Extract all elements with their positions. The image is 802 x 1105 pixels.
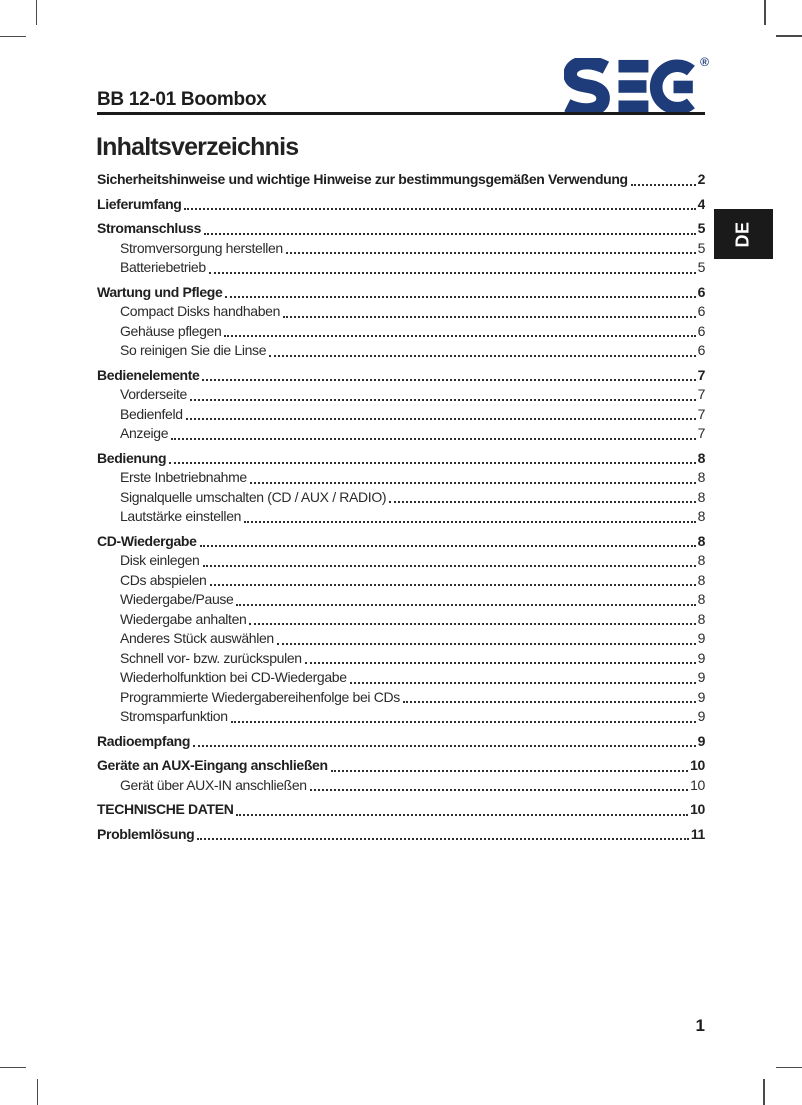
toc-entry-label: Anderes Stück auswählen — [120, 630, 274, 646]
crop-mark — [776, 1067, 802, 1069]
dot-leader — [210, 584, 696, 586]
toc-entry-label: So reinigen Sie die Linse — [120, 342, 267, 358]
dot-leader — [204, 233, 696, 235]
toc-entry-page: 11 — [690, 825, 705, 842]
toc-entry-page: 9 — [697, 669, 705, 685]
dot-leader — [286, 252, 696, 254]
toc-entry-page: 8 — [697, 571, 705, 588]
toc-entry-label: Stromversorgung herstellen — [120, 239, 283, 256]
toc-entry-page: 9 — [697, 688, 705, 705]
toc-entry — [97, 551, 705, 571]
dot-leader — [171, 438, 695, 440]
toc-entry-page: 5 — [697, 239, 705, 256]
toc-entry — [97, 756, 705, 776]
dot-leader — [350, 682, 696, 684]
toc-entry-page: 8 — [697, 591, 705, 607]
toc-entry — [97, 341, 705, 361]
toc-entry-label: Compact Disks handhaben — [120, 303, 281, 319]
toc-entry-label: Problemlösung — [97, 825, 195, 842]
toc-entry-label: Anzeige — [120, 425, 169, 441]
dot-leader — [236, 604, 695, 606]
crop-mark — [36, 0, 38, 25]
dot-leader — [225, 296, 695, 298]
toc-entry — [97, 825, 705, 845]
toc-entry — [97, 239, 705, 259]
dot-leader — [190, 399, 696, 401]
seg-logo — [564, 55, 709, 115]
toc-entry — [97, 170, 705, 190]
page-title: Inhaltsverzeichnis — [96, 133, 299, 161]
toc-entry-label: Schnell vor- bzw. zurückspulen — [120, 649, 302, 666]
toc-entry-page: 9 — [697, 732, 705, 749]
toc-entry — [97, 732, 705, 752]
toc-entry-label: Bedienung — [97, 449, 167, 466]
toc-entry-page: 9 — [697, 708, 705, 724]
dot-leader — [202, 379, 695, 381]
toc-entry — [97, 507, 705, 527]
toc-entry-page: 2 — [697, 171, 705, 187]
toc-entry-label: Disk einlegen — [120, 552, 200, 568]
language-tab-de — [714, 209, 773, 259]
dot-leader — [197, 838, 689, 840]
dot-leader — [203, 565, 696, 567]
dot-leader — [193, 745, 696, 747]
toc-entry — [97, 629, 705, 649]
toc-entry-label: Erste Inbetriebnahme — [120, 469, 247, 485]
toc-entry-page: 4 — [697, 195, 705, 212]
toc-entry-page: 5 — [697, 220, 705, 236]
toc-entry-label: Vorderseite — [120, 386, 187, 402]
dot-leader — [184, 208, 695, 210]
crop-mark — [0, 36, 26, 38]
product-model: BB 12-01 Boombox — [97, 89, 267, 110]
crop-mark — [764, 0, 766, 25]
toc-entry — [97, 385, 705, 405]
toc-entry-page: 6 — [697, 303, 705, 319]
dot-leader — [249, 623, 695, 625]
toc-entry-page: 6 — [697, 283, 705, 300]
toc-entry-page: 10 — [690, 757, 705, 773]
dot-leader — [305, 662, 696, 664]
toc-entry-label: CD-Wiedergabe — [97, 532, 197, 549]
dot-leader — [200, 545, 696, 547]
toc-entry — [97, 800, 705, 820]
toc-entry-label: Wiedergabe anhalten — [120, 610, 247, 627]
dot-leader — [310, 789, 688, 791]
toc-entry — [97, 488, 705, 508]
toc-entry-label: Geräte an AUX-Eingang anschließen — [97, 757, 328, 773]
toc-entry-page: 7 — [697, 425, 705, 441]
dot-leader — [283, 316, 696, 318]
toc-entry-label: Wartung und Pflege — [97, 283, 223, 300]
toc-entry-label: Radioempfang — [97, 732, 191, 749]
dot-leader — [231, 721, 696, 723]
page-number: 1 — [695, 1016, 705, 1035]
dot-leader — [236, 814, 688, 816]
dot-leader — [169, 462, 695, 464]
toc-entry-label: Sicherheitshinweise und wichtige Hinweise zur bestimmungsgemäßen Verwendung — [97, 171, 628, 187]
toc-entry — [97, 590, 705, 610]
language-tab-label: DE — [732, 220, 753, 248]
toc-entry-label: Stromsparfunktion — [120, 708, 228, 724]
toc-entry-page: 8 — [697, 552, 705, 568]
toc-entry-page: 8 — [697, 469, 705, 485]
toc-entry — [97, 258, 705, 278]
dot-leader — [269, 355, 695, 357]
crop-mark — [37, 1079, 39, 1105]
toc-entry-page: 6 — [697, 322, 705, 339]
toc-entry — [97, 219, 705, 239]
toc-entry-page: 10 — [690, 801, 705, 817]
toc-entry-label: CDs abspielen — [120, 571, 207, 588]
toc-entry-label: TECHNISCHE DATEN — [97, 801, 234, 817]
toc-entry-page: 8 — [697, 488, 705, 505]
toc-entry — [97, 449, 705, 469]
dot-leader — [244, 521, 695, 523]
dot-leader — [389, 501, 695, 503]
toc-entry — [97, 283, 705, 303]
dot-leader — [209, 272, 696, 274]
dot-leader — [224, 335, 695, 337]
toc-entry-label: Gehäuse pflegen — [120, 322, 222, 339]
toc-entry — [97, 610, 705, 630]
toc-entry-label: Lieferumfang — [97, 195, 182, 212]
toc-entry-page: 5 — [697, 259, 705, 275]
toc-entry-page: 8 — [697, 508, 705, 524]
dot-leader — [277, 643, 696, 645]
toc-entry — [97, 571, 705, 591]
crop-mark — [0, 1067, 26, 1069]
toc-entry-page: 8 — [697, 610, 705, 627]
registered-trademark: ® — [700, 55, 709, 69]
toc-entry-label: Bedienelemente — [97, 366, 200, 383]
toc-entry-label: Wiedergabe/Pause — [120, 591, 234, 607]
toc-entry-label: Gerät über AUX-IN anschließen — [120, 776, 307, 793]
crop-mark — [776, 35, 802, 37]
toc-entry — [97, 366, 705, 386]
toc-entry — [97, 668, 705, 688]
crop-mark — [763, 1079, 765, 1105]
toc-entry — [97, 195, 705, 215]
toc-entry-page: 8 — [697, 532, 705, 549]
toc-entry — [97, 322, 705, 342]
toc-entry-label: Signalquelle umschalten (CD / AUX / RADIO) — [120, 488, 387, 505]
toc-entry — [97, 649, 705, 669]
header-rule — [97, 112, 705, 115]
toc-entry — [97, 302, 705, 322]
toc-entry-label: Bedienfeld — [120, 405, 183, 422]
dot-leader — [331, 770, 688, 772]
dot-leader — [631, 184, 696, 186]
toc-entry-label: Programmierte Wiedergabereihenfolge bei CDs — [120, 688, 400, 705]
seg-logo-icon — [564, 58, 700, 114]
toc-entry-page: 7 — [697, 366, 705, 383]
toc-entry — [97, 468, 705, 488]
dot-leader — [250, 482, 696, 484]
toc-entry-label: Lautstärke einstellen — [120, 508, 242, 524]
toc-entry — [97, 532, 705, 552]
toc-entry — [97, 424, 705, 444]
toc-entry — [97, 688, 705, 708]
toc-entry-page: 9 — [697, 630, 705, 646]
toc-entry-label: Wiederholfunktion bei CD-Wiedergabe — [120, 669, 347, 685]
dot-leader — [403, 701, 696, 703]
toc-entry — [97, 776, 705, 796]
toc-entry — [97, 707, 705, 727]
toc-entry-label: Stromanschluss — [97, 220, 202, 236]
toc-entry-page: 9 — [697, 649, 705, 666]
dot-leader — [186, 418, 696, 420]
toc — [97, 170, 705, 844]
toc-entry-page: 6 — [697, 342, 705, 358]
toc-entry-page: 7 — [697, 405, 705, 422]
toc-entry-page: 8 — [697, 449, 705, 466]
toc-entry-label: Batteriebetrieb — [120, 259, 206, 275]
toc-entry-page: 7 — [697, 386, 705, 402]
toc-entry — [97, 405, 705, 425]
toc-entry-page: 10 — [690, 776, 705, 793]
